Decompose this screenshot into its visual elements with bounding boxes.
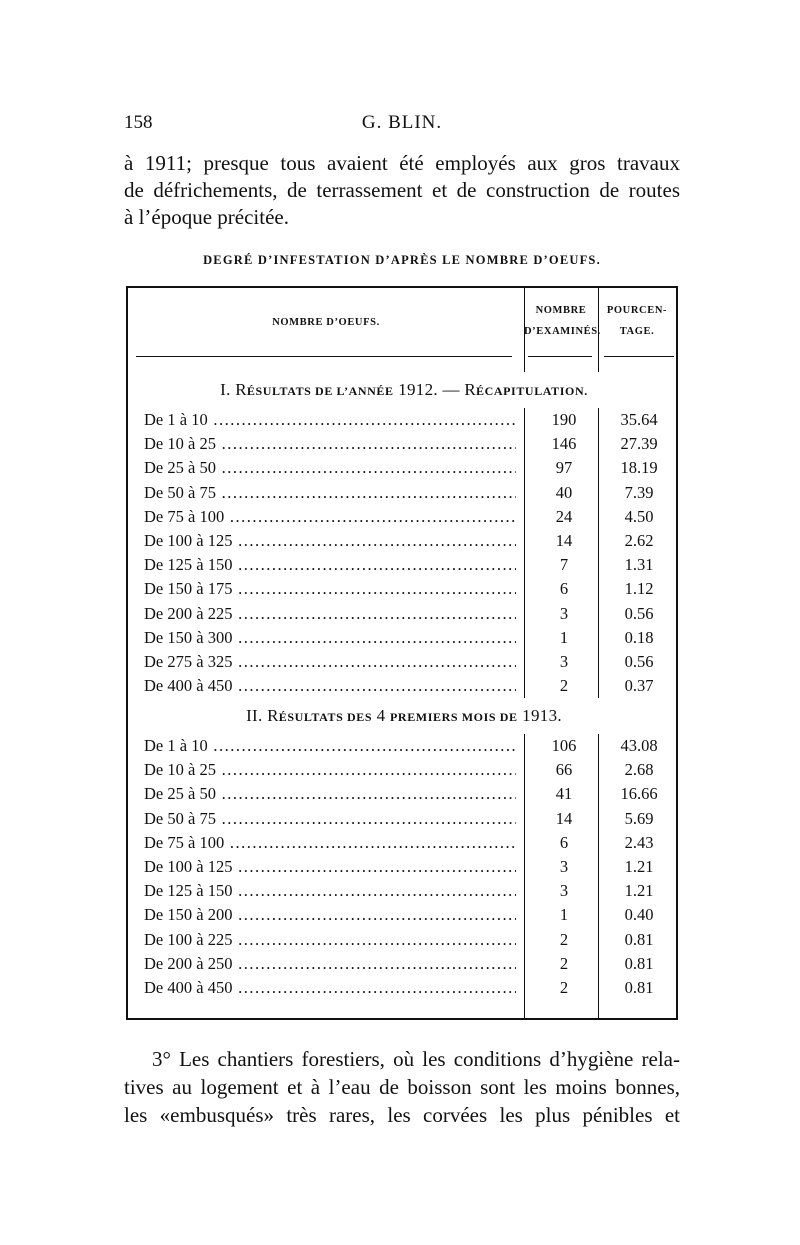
table-row bbox=[128, 577, 680, 601]
egg-range-cell: De 200 à 225 ..... bbox=[144, 602, 516, 626]
egg-range-cell: De 150 à 175 ..... bbox=[144, 577, 516, 601]
table-row bbox=[128, 879, 680, 903]
percentage-cell: 0.81 bbox=[624, 953, 654, 973]
table-row bbox=[128, 626, 680, 650]
examined-count-cell: 3 bbox=[559, 603, 569, 623]
table-row bbox=[128, 553, 680, 577]
header-percent bbox=[598, 300, 676, 342]
egg-range-cell: De 1 à 10 ..... bbox=[144, 734, 516, 758]
table-row bbox=[128, 408, 680, 432]
table-row bbox=[128, 807, 680, 831]
intro-line: à 1911; presque tous avaient été employés aux gros travaux bbox=[124, 151, 680, 175]
table-row bbox=[128, 505, 680, 529]
header-examined bbox=[524, 300, 601, 342]
percentage-cell: 1.31 bbox=[624, 555, 654, 575]
examined-count-cell: 97 bbox=[555, 458, 573, 478]
examined-count-cell: 1 bbox=[559, 905, 569, 925]
intro-line: de défrichements, de terrassement et de construction de routes bbox=[124, 178, 680, 202]
percentage-cell: 2.43 bbox=[624, 832, 654, 852]
table-row bbox=[128, 456, 680, 480]
header-examined-line1: NOMBRE bbox=[535, 305, 587, 316]
running-head bbox=[124, 112, 680, 142]
egg-range-cell: De 150 à 200 ..... bbox=[144, 903, 516, 927]
percentage-cell: 2.68 bbox=[624, 760, 654, 780]
egg-range-cell: De 125 à 150 ..... bbox=[144, 879, 516, 903]
percentage-cell: 1.12 bbox=[624, 579, 654, 599]
examined-count-cell: 24 bbox=[555, 506, 573, 526]
table-row bbox=[128, 782, 680, 806]
table-row bbox=[128, 758, 680, 782]
table-row bbox=[128, 481, 680, 505]
header-underline bbox=[136, 356, 512, 357]
examined-count-cell: 2 bbox=[559, 676, 569, 696]
egg-range-cell: De 200 à 250 ..... bbox=[144, 952, 516, 976]
examined-count-cell: 2 bbox=[559, 953, 569, 973]
table-row bbox=[128, 976, 680, 1000]
percentage-cell: 18.19 bbox=[620, 458, 658, 478]
table-row bbox=[128, 650, 680, 674]
closing-line: 3° Les chantiers forestiers, où les conditions d’hygiène rela- bbox=[152, 1047, 680, 1071]
examined-count-cell: 2 bbox=[559, 978, 569, 997]
header-underline bbox=[604, 356, 674, 357]
examined-count-cell: 14 bbox=[555, 808, 573, 828]
percentage-cell: 5.69 bbox=[624, 808, 654, 828]
egg-range-cell: De 50 à 75 ..... bbox=[144, 481, 516, 505]
percentage-cell: 1.21 bbox=[624, 881, 654, 901]
examined-count-cell: 66 bbox=[555, 760, 573, 780]
closing-paragraph bbox=[124, 1045, 680, 1129]
egg-range-cell: De 100 à 125 ..... bbox=[144, 529, 516, 553]
table-row bbox=[128, 855, 680, 879]
examined-count-cell: 6 bbox=[559, 579, 569, 599]
table-row bbox=[128, 432, 680, 456]
percentage-cell: 0.18 bbox=[624, 627, 654, 647]
table-row bbox=[128, 831, 680, 855]
percentage-cell: 0.81 bbox=[624, 978, 654, 997]
header-examined-line2: D’EXAMINÉS. bbox=[524, 326, 601, 337]
egg-range-cell: De 150 à 300 ..... bbox=[144, 626, 516, 650]
table-row bbox=[128, 903, 680, 927]
percentage-cell: 0.40 bbox=[624, 905, 654, 925]
egg-range-cell: De 50 à 75 ..... bbox=[144, 807, 516, 831]
percentage-cell: 7.39 bbox=[624, 482, 654, 502]
egg-range-cell: De 400 à 450 ..... bbox=[144, 674, 516, 698]
percentage-cell: 35.64 bbox=[620, 410, 658, 429]
examined-count-cell: 106 bbox=[551, 736, 577, 755]
percentage-cell: 0.37 bbox=[624, 676, 654, 696]
header-percent-line2: TAGE. bbox=[619, 326, 655, 337]
table-row bbox=[128, 952, 680, 976]
examined-count-cell: 7 bbox=[559, 555, 569, 575]
closing-line: tives au logement et à l’eau de boisson sont les moins bonnes, bbox=[124, 1075, 680, 1099]
table-row bbox=[128, 529, 680, 553]
examined-count-cell: 41 bbox=[555, 784, 573, 804]
page-number: 158 bbox=[124, 112, 153, 133]
percentage-cell: 43.08 bbox=[620, 736, 658, 755]
percentage-cell: 0.56 bbox=[624, 603, 654, 623]
infestation-table bbox=[126, 286, 678, 1020]
examined-count-cell: 190 bbox=[551, 410, 577, 429]
egg-range-cell: De 10 à 25 ..... bbox=[144, 432, 516, 456]
table-row bbox=[128, 602, 680, 626]
egg-range-cell: De 100 à 125 ..... bbox=[144, 855, 516, 879]
section-2-title: II. RÉSULTATS DES 4 PREMIERS MOIS DE 1913. bbox=[246, 706, 562, 725]
header-underline bbox=[528, 356, 592, 357]
section-1-title: I. RÉSULTATS DE L’ANNÉE 1912. — RÉCAPITULATION. bbox=[220, 380, 588, 399]
closing-line: les «embusqués» très rares, les corvées les plus pénibles et bbox=[124, 1103, 680, 1127]
header-percent-line1: POURCEN- bbox=[606, 305, 668, 316]
egg-range-cell: De 275 à 325 ..... bbox=[144, 650, 516, 674]
percentage-cell: 1.21 bbox=[624, 857, 654, 876]
examined-count-cell: 6 bbox=[559, 832, 569, 852]
examined-count-cell: 1 bbox=[559, 627, 569, 647]
table-row bbox=[128, 928, 680, 952]
percentage-cell: 16.66 bbox=[620, 784, 658, 804]
examined-count-cell: 2 bbox=[559, 929, 569, 949]
percentage-cell: 27.39 bbox=[620, 434, 658, 454]
egg-range-cell: De 75 à 100 ..... bbox=[144, 505, 516, 529]
percentage-cell: 2.62 bbox=[624, 531, 654, 550]
egg-range-cell: De 100 à 225 ..... bbox=[144, 928, 516, 952]
intro-line: à l’époque précitée. bbox=[124, 205, 289, 229]
egg-range-cell: De 10 à 25 ..... bbox=[144, 758, 516, 782]
egg-range-cell: De 25 à 50 ..... bbox=[144, 782, 516, 806]
examined-count-cell: 40 bbox=[555, 482, 573, 502]
examined-count-cell: 3 bbox=[559, 857, 569, 876]
examined-count-cell: 146 bbox=[551, 434, 577, 454]
percentage-cell: 4.50 bbox=[624, 506, 654, 526]
examined-count-cell: 14 bbox=[555, 531, 573, 550]
running-head-author: G. BLIN. bbox=[361, 112, 443, 133]
examined-count-cell: 3 bbox=[559, 652, 569, 671]
examined-count-cell: 3 bbox=[559, 881, 569, 901]
egg-range-cell: De 400 à 450 ..... bbox=[144, 976, 516, 1000]
percentage-cell: 0.56 bbox=[624, 652, 654, 671]
table-caption: DEGRÉ D’INFESTATION D’APRÈS LE NOMBRE D’OEUFS. bbox=[203, 253, 601, 267]
table-row bbox=[128, 674, 680, 698]
egg-range-cell: De 125 à 150 ..... bbox=[144, 553, 516, 577]
table-row bbox=[128, 734, 680, 758]
percentage-cell: 0.81 bbox=[624, 929, 654, 949]
egg-range-cell: De 1 à 10 ..... bbox=[144, 408, 516, 432]
header-eggs: NOMBRE D’OEUFS. bbox=[272, 317, 380, 328]
egg-range-cell: De 25 à 50 ..... bbox=[144, 456, 516, 480]
intro-paragraph bbox=[124, 150, 680, 231]
egg-range-cell: De 75 à 100 ..... bbox=[144, 831, 516, 855]
